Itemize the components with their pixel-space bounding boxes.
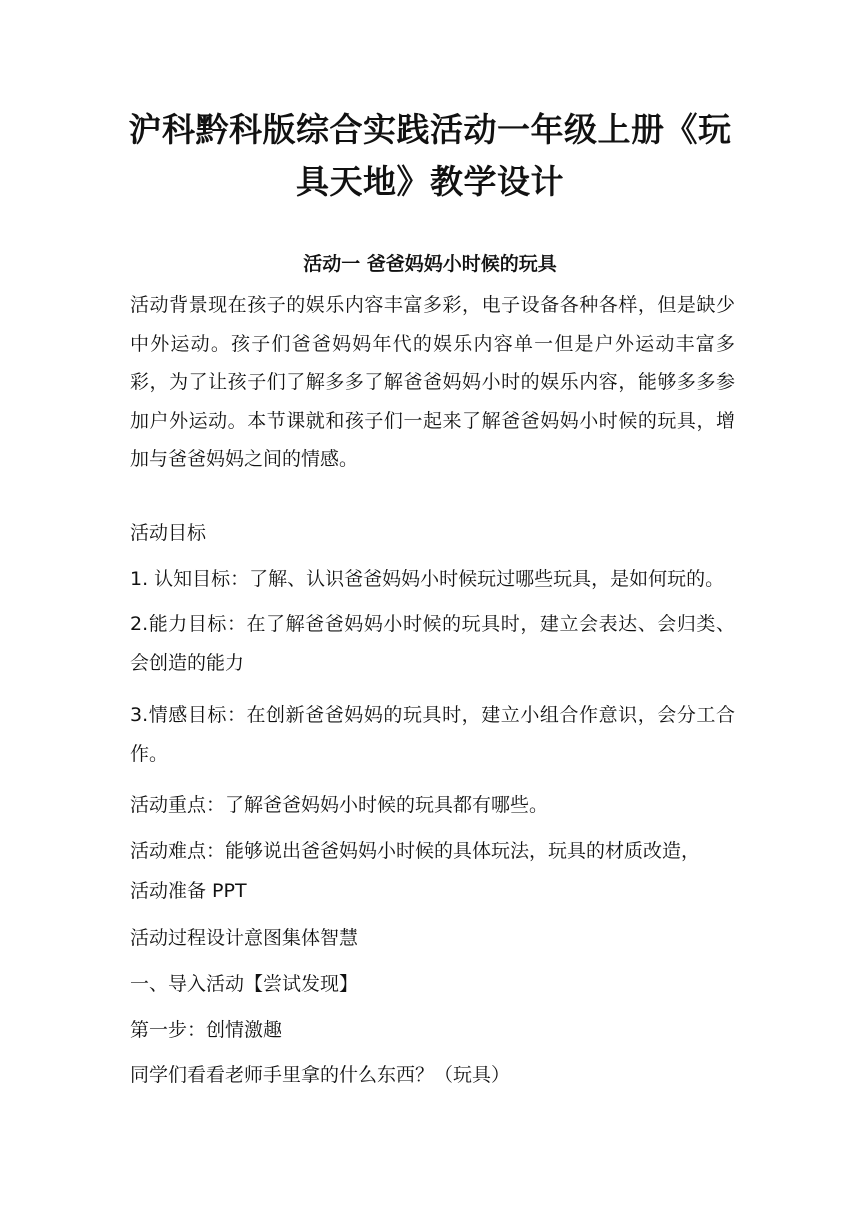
section-heading: 活动一 爸爸妈妈小时候的玩具 (303, 253, 557, 275)
paragraph-preparation: 活动准备 PPT (130, 880, 247, 902)
paragraph-key-point: 活动重点：了解爸爸妈妈小时候的玩具都有哪些。 (130, 794, 549, 816)
paragraph-process-design: 活动过程设计意图集体智慧 (130, 927, 359, 949)
paragraph-goal-ability: 2.能力目标：在了解爸爸妈妈小时候的玩具时，建立会表达、会归类、会创造的能力 (130, 613, 735, 674)
paragraph-question: 同学们看看老师手里拿的什么东西？（玩具） (130, 1064, 511, 1086)
paragraph-step-one: 第一步：创情激趣 (130, 1019, 283, 1041)
paragraph-background: 活动背景现在孩子的娱乐内容丰富多彩，电子设备各种各样，但是缺少中外运动。孩子们爸爸妈妈年代的娱乐内容单一但是户外运动丰富多彩，为了让孩子们了解多多了解爸爸妈妈小时的娱乐内容，能够多多参加户外运动。本节课就和孩子们一起来了解爸爸妈妈小时候的玩具，增加与爸爸妈妈之间的情感。 (130, 294, 735, 470)
document-title: 沪科黔科版综合实践活动一年级上册《玩具天地》教学设计 (128, 110, 732, 201)
paragraph-difficulty: 活动难点：能够说出爸爸妈妈小时候的具体玩法，玩具的材质改造， (130, 840, 701, 862)
paragraph-goal-cognitive: 1. 认知目标：了解、认识爸爸妈妈小时候玩过哪些玩具，是如何玩的。 (130, 568, 725, 590)
paragraph-goal-emotion: 3.情感目标：在创新爸爸妈妈的玩具时，建立小组合作意识，会分工合作。 (130, 704, 735, 765)
paragraph-step-intro: 一、导入活动【尝试发现】 (130, 973, 359, 995)
paragraph-goals-heading: 活动目标 (130, 522, 207, 544)
